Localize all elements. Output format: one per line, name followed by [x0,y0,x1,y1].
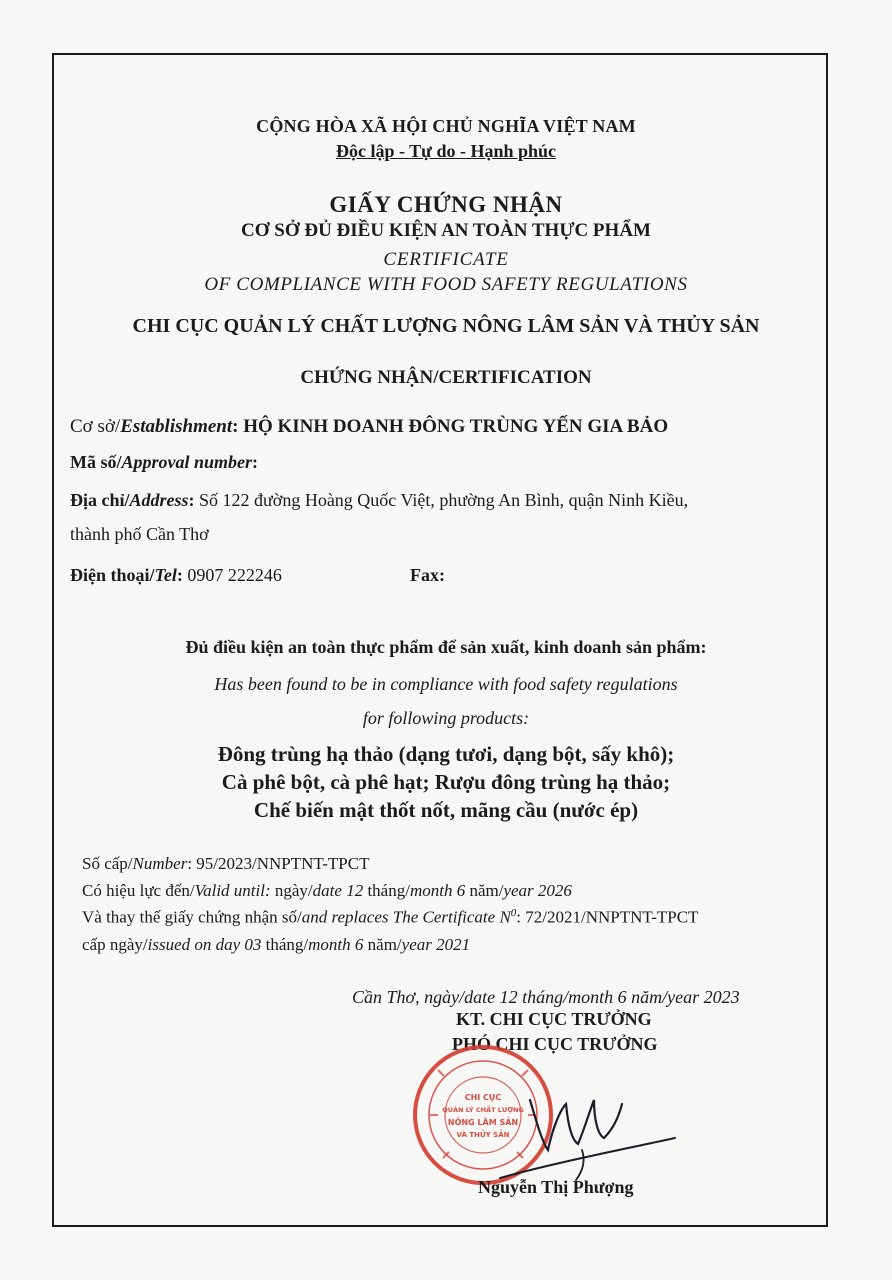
seal-line: QUẢN LÝ CHẤT LƯỢNG [442,1106,524,1114]
address-label-vi: Địa chỉ/ [70,490,130,510]
place-and-date: Cần Thơ, ngày/date 12 tháng/month 6 năm/year 2023 [352,987,740,1007]
replaces-label-vi: Và thay thế giấy chứng nhận số/ [82,907,302,927]
establishment-label-vi: Cơ sở/ [70,416,121,437]
seal-line: CHI CỤC [464,1093,502,1102]
certification-heading: CHỨNG NHẬN/CERTIFICATION [300,367,592,388]
replaces-label-en: and replaces The Certificate N [301,907,511,927]
product-line: Chế biến mật thốt nốt, mãng cầu (nước ép) [253,798,639,822]
certificate-number-row: Số cấp/Number: 95/2023/NNPTNT-TPCT [82,854,370,873]
valid-label-vi: Có hiệu lực đến/ [82,881,195,900]
valid-day-value: date 12 [312,881,364,900]
approval-row: Mã số/Approval number: [70,452,259,472]
address-line1: Số 122 đường Hoàng Quốc Việt, phường An Bình, quận Ninh Kiều, [199,490,689,510]
replaces-row [82,907,698,928]
certificate-title-en: CERTIFICATE [383,249,509,270]
valid-year-label: năm/ [469,881,504,900]
issued-month-label: tháng/ [265,935,309,954]
valid-month-value: month 6 [409,881,466,900]
valid-month-label: tháng/ [367,881,410,900]
certificate-subtitle-en: OF COMPLIANCE WITH FOOD SAFETY REGULATIONS [204,274,688,295]
issued-year-label: năm/ [367,935,402,954]
product-line: Cà phê bột, cà phê hạt; Rượu đông trùng hạ thảo; [221,770,671,794]
qualification-statement: Đủ điều kiện an toàn thực phẩm để sản xuất, kinh doanh sản phẩm: [185,637,707,657]
seal-line: NÔNG LÂM SẢN [447,1118,519,1127]
issued-row [82,935,470,955]
replaced-certificate-number: : 72/2021/NNPTNT-TPCT [516,907,699,927]
approval-label-vi: Mã số/ [70,452,122,472]
replaces-superscript: 0 [510,907,517,919]
valid-label-en: Valid until: [194,881,271,900]
issued-year-value: year 2021 [401,935,471,954]
issuing-agency: CHI CỤC QUẢN LÝ CHẤT LƯỢNG NÔNG LÂM SẢN VÀ THỦY SẢN [132,315,760,337]
address-label-en: Address [129,490,189,510]
nation-heading: CỘNG HÒA XÃ HỘI CHỦ NGHĨA VIỆT NAM [256,116,636,136]
signatory-title: KT. CHI CỤC TRƯỞNG [456,1009,652,1029]
phone-value: 0907 222246 [187,565,282,585]
issued-day-value: issued on day 03 [147,935,262,954]
qualification-en-line2: for following products: [362,708,530,728]
phone-label-vi: Điện thoại/ [70,565,155,585]
seal-line: VÀ THỦY SẢN [456,1131,510,1139]
address-row: Địa chỉ/Address: Số 122 đường Hoàng Quốc Việt, phường An Bình, quận Ninh Kiều, [70,490,689,510]
signatory-position: PHÓ CHI CỤC TRƯỞNG [452,1034,658,1054]
issued-label-vi: cấp ngày/ [82,935,148,954]
establishment-value: HỘ KINH DOANH ĐÔNG TRÙNG YẾN GIA BẢO [243,416,669,437]
motto-text: Độc lập - Tự do - Hạnh phúc [335,141,557,161]
approval-label-en: Approval number [121,452,253,472]
handwritten-signature-icon [490,1080,690,1190]
establishment-row: Cơ sở/Establishment: HỘ KINH DOANH ĐÔNG TRÙNG YẾN GIA BẢO [70,416,669,437]
certificate-subtitle: CƠ SỞ ĐỦ ĐIỀU KIỆN AN TOÀN THỰC PHẨM [241,220,651,241]
certificate-title: GIẤY CHỨNG NHẬN [329,192,563,217]
motto [0,141,892,162]
number-label-en: Number [132,854,188,873]
phone-label-en: Tel [154,565,177,585]
establishment-label-en: Establishment [120,416,233,437]
number-label-vi: Số cấp/ [82,854,133,873]
phone-row: Điện thoại/Tel: 0907 222246 [70,565,282,585]
product-line: Đông trùng hạ thảo (dạng tươi, dạng bột, sấy khô); [217,742,675,766]
fax-label: Fax: [410,565,445,585]
certificate-number: 95/2023/NNPTNT-TPCT [196,854,370,873]
valid-until-row [82,881,572,901]
signer-name: Nguyễn Thị Phượng [478,1177,634,1197]
address-line2: thành phố Cần Thơ [70,524,209,544]
valid-year-value: year 2026 [503,881,572,900]
qualification-en-line1: Has been found to be in compliance with food safety regulations [214,674,678,694]
issued-month-value: month 6 [308,935,364,954]
valid-day-label: ngày/ [274,881,313,900]
